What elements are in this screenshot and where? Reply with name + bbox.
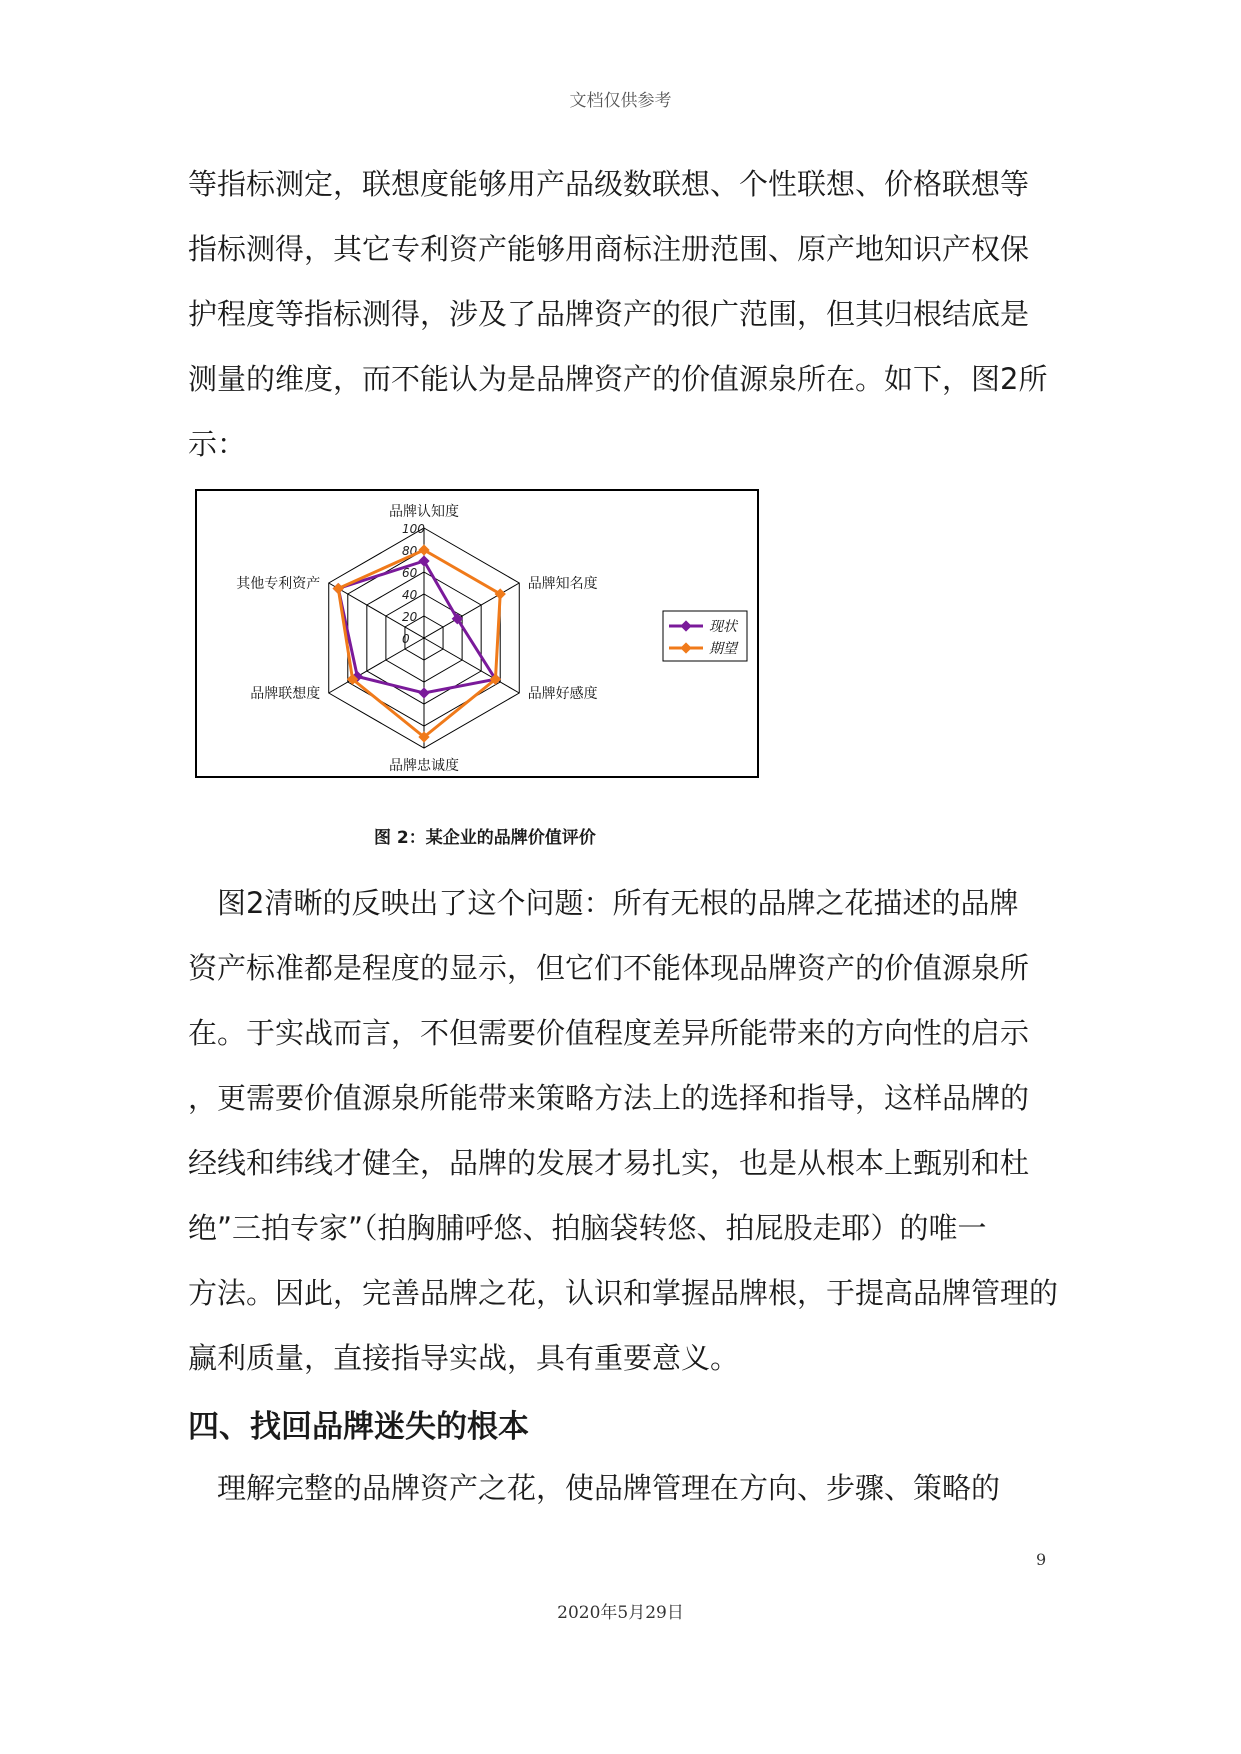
text-line: 示： — [188, 427, 247, 461]
text-line: ，更需要价值源泉所能带来策略方法上的选择和指导，这样品牌的 — [188, 1081, 1030, 1115]
radar-chart — [197, 491, 757, 776]
data-point — [333, 583, 344, 594]
data-point — [418, 687, 429, 698]
text-line: 绝”三拍专家”（拍胸脯呼悠、拍脑袋转悠、拍屁股走耶）的唯一 — [188, 1211, 987, 1245]
tick-label: 60 — [402, 566, 418, 580]
text-line: 赢利质量，直接指导实战，具有重要意义。 — [188, 1341, 740, 1375]
tick-label: 100 — [402, 522, 425, 536]
tick-label: 20 — [402, 610, 418, 624]
legend-label: 期望 — [709, 641, 737, 657]
text-line: 指标测得，其它专利资产能够用商标注册范围、原产地知识产权保 — [188, 232, 1030, 266]
paragraph-2 — [188, 871, 1058, 1391]
tick-label: 40 — [402, 588, 418, 602]
axis-label: 品牌认知度 — [389, 504, 459, 520]
page-number: 9 — [1036, 1550, 1047, 1569]
text-line: 在。于实战而言，不但需要价值程度差异所能带来的方向性的启示 — [188, 1016, 1030, 1050]
figure-caption: 图 2：某企业的品牌价值评价 — [374, 828, 596, 848]
legend-label: 现状 — [709, 619, 737, 635]
axis-label: 品牌联想度 — [250, 686, 321, 702]
axis-label: 其他专利资产 — [236, 576, 321, 592]
grid-spoke — [424, 583, 519, 638]
text-line: 图2清晰的反映出了这个问题：所有无根的品牌之花描述的品牌 — [188, 886, 1019, 920]
text-line: 经线和纬线才健全，品牌的发展才易扎实，也是从根本上甄别和杜 — [188, 1146, 1030, 1180]
text-line: 理解完整的品牌资产之花，使品牌管理在方向、步骤、策略的 — [188, 1471, 1001, 1505]
grid-spoke — [329, 638, 424, 693]
series-line — [338, 561, 495, 693]
paragraph-3 — [188, 1456, 1058, 1521]
tick-label: 80 — [402, 544, 418, 558]
axis-label: 品牌知名度 — [527, 576, 598, 592]
page-header: 文档仅供参考 — [569, 91, 672, 111]
axis-label: 品牌忠诚度 — [389, 758, 459, 774]
paragraph-1 — [188, 152, 1058, 477]
page-footer-date: 2020年5月29日 — [557, 1603, 684, 1623]
axis-label: 品牌好感度 — [527, 686, 598, 702]
text-line: 测量的维度，而不能认为是品牌资产的价值源泉所在。如下，图2所 — [188, 362, 1048, 396]
series-line — [338, 550, 500, 737]
text-line: 护程度等指标测得，涉及了品牌资产的很广范围，但其归根结底是 — [188, 297, 1030, 331]
text-line: 方法。因此，完善品牌之花，认识和掌握品牌根，于提高品牌管理的 — [188, 1276, 1059, 1310]
text-line: 资产标准都是程度的显示，但它们不能体现品牌资产的价值源泉所 — [188, 951, 1030, 985]
text-line: 等指标测定，联想度能够用产品级数联想、个性联想、价格联想等 — [188, 167, 1030, 201]
tick-label: 0 — [402, 632, 410, 646]
radar-chart-frame — [195, 489, 759, 778]
section-heading: 四、找回品牌迷失的根本 — [188, 1409, 529, 1445]
